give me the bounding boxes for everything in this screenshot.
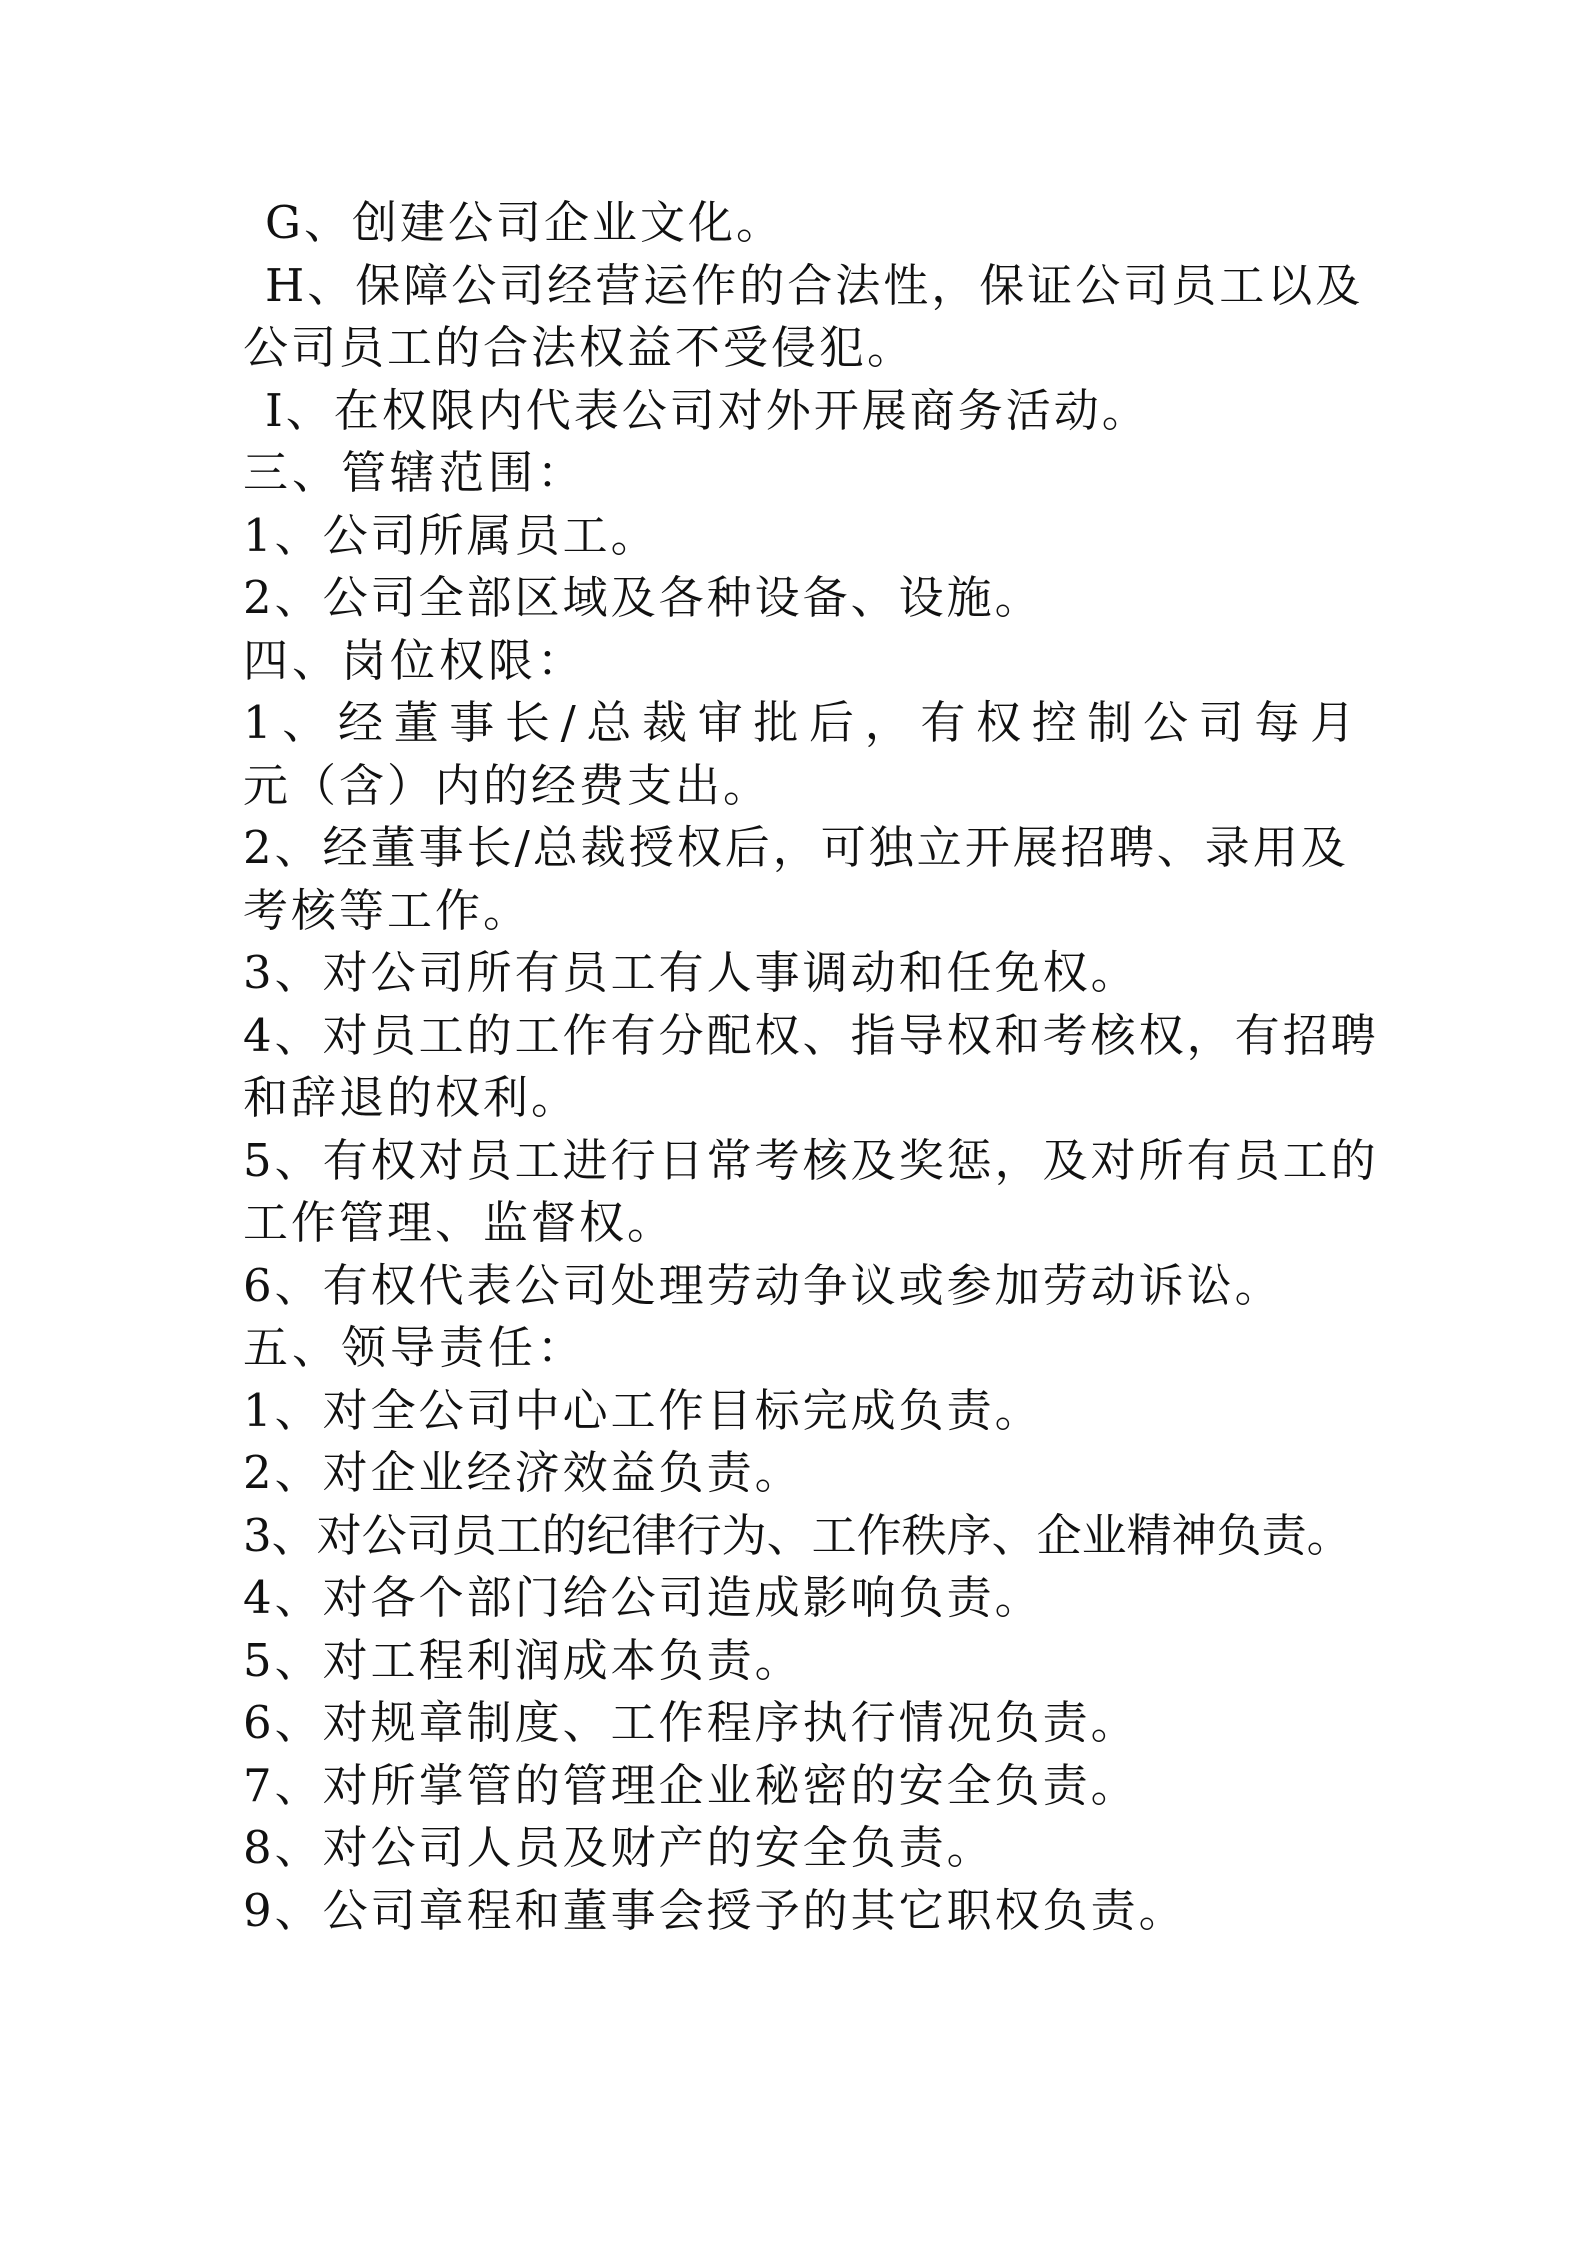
- authority-item-3: 3、对公司所有员工有人事调动和任免权。: [243, 946, 1139, 999]
- duty-item-h-continued: 公司员工的合法权益不受侵犯。: [243, 321, 916, 374]
- responsibility-item-8: 8、对公司人员及财产的安全负责。: [243, 1821, 995, 1874]
- duty-item-i: I、在权限内代表公司对外开展商务活动。: [265, 383, 1150, 437]
- responsibility-item-6: 6、对规章制度、工作程序执行情况负责。: [243, 1696, 1139, 1749]
- duty-item-g: G、创建公司企业文化。: [265, 196, 784, 249]
- section-heading-jurisdiction: 三、管辖范围：: [243, 446, 587, 499]
- section-heading-responsibility: 五、领导责任：: [243, 1321, 587, 1374]
- responsibility-item-5: 5、对工程利润成本负责。: [243, 1633, 803, 1687]
- jurisdiction-item-2: 2、公司全部区域及各种设备、设施。: [243, 571, 1043, 624]
- authority-item-2-continued: 考核等工作。: [243, 883, 532, 937]
- authority-item-5-continued: 工作管理、监督权。: [243, 1196, 676, 1249]
- authority-item-1-continued: 元（含）内的经费支出。: [243, 758, 772, 812]
- responsibility-item-2: 2、对企业经济效益负责。: [243, 1446, 803, 1499]
- authority-item-6: 6、有权代表公司处理劳动争议或参加劳动诉讼。: [243, 1258, 1283, 1312]
- document-body: [243, 192, 1379, 1942]
- duty-item-h: H、保障公司经营运作的合法性，保证公司员工以及: [265, 258, 1364, 312]
- responsibility-item-1: 1、对全公司中心工作目标完成负责。: [243, 1383, 1043, 1437]
- section-heading-authority: 四、岗位权限：: [243, 633, 587, 687]
- authority-item-2: 2、经董事长/总裁授权后，可独立开展招聘、录用及: [243, 821, 1349, 874]
- jurisdiction-item-1: 1、公司所属员工。: [243, 508, 659, 562]
- authority-item-4-continued: 和辞退的权利。: [243, 1071, 580, 1124]
- responsibility-item-9: 9、公司章程和董事会授予的其它职权负责。: [243, 1883, 1187, 1937]
- responsibility-item-3: 3、对公司员工的纪律行为、工作秩序、企业精神负责。: [243, 1508, 1352, 1562]
- responsibility-item-4: 4、对各个部门给公司造成影响负责。: [243, 1571, 1043, 1624]
- authority-item-5: 5、有权对员工进行日常考核及奖惩，及对所有员工的: [243, 1133, 1379, 1187]
- authority-item-4: 4、对员工的工作有分配权、指导权和考核权，有招聘: [243, 1008, 1379, 1062]
- responsibility-item-7: 7、对所掌管的管理企业秘密的安全负责。: [243, 1758, 1139, 1812]
- authority-item-1: 1、经董事长/总裁审批后，有权控制公司每月: [243, 696, 1358, 749]
